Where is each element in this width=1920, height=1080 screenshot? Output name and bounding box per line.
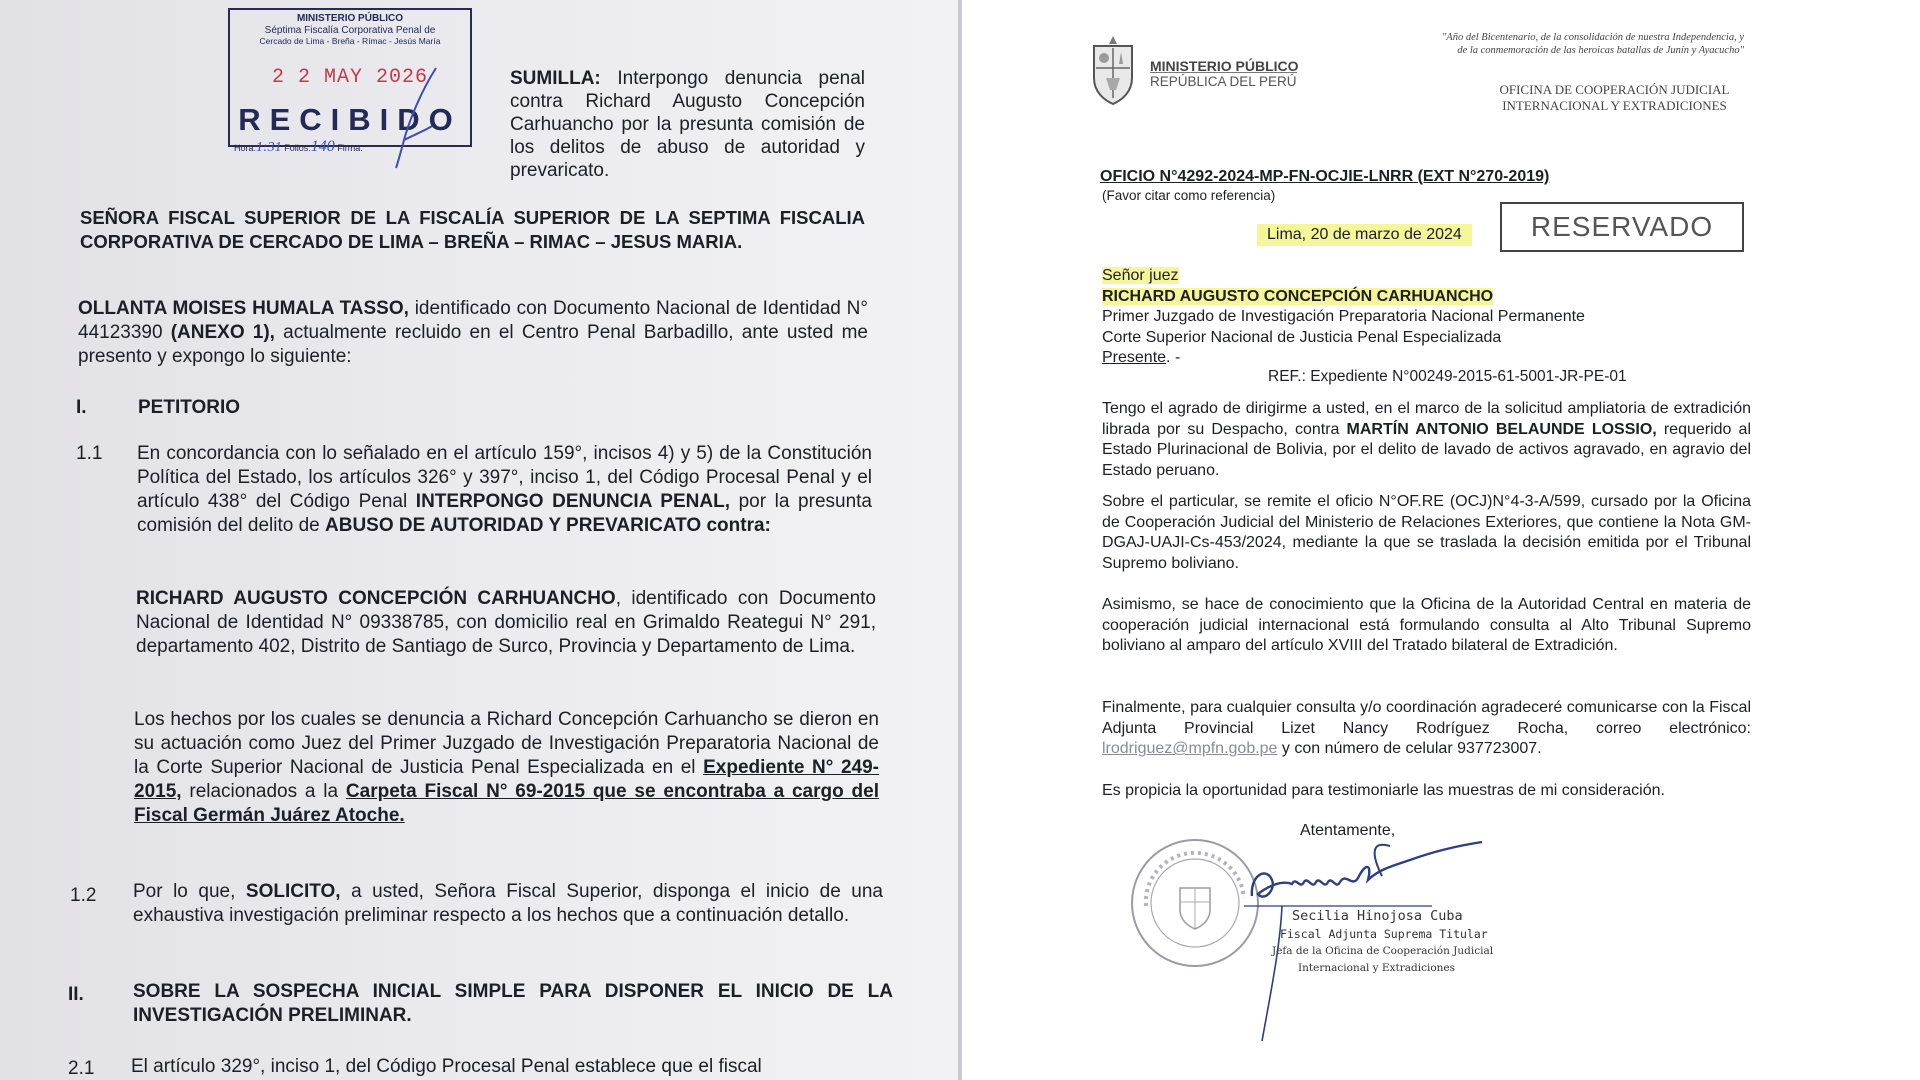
handwritten-signature bbox=[1242, 836, 1502, 1046]
reserved-stamp: RESERVADO bbox=[1500, 202, 1744, 252]
contact-email-link[interactable]: lrodriguez@mpfn.gob.pe bbox=[1102, 740, 1278, 757]
intro-paragraph: OLLANTA MOISES HUMALA TASSO, identificado con Documento Nacional de Identidad N° 44123390 (ANEXO 1), actualmente recluido en el Centro Penal Barbadillo, ante usted me presento y expongo lo siguiente: bbox=[78, 298, 868, 367]
salutation: Señor juez bbox=[1102, 267, 1179, 284]
para-2-1: El artículo 329°, inciso 1, del Código Procesal Penal establece que el fiscal bbox=[131, 1056, 762, 1077]
signer-title-1: Fiscal Adjunta Suprema Titular bbox=[1280, 927, 1488, 941]
received-stamp bbox=[228, 8, 472, 155]
letter-paragraph-5: Es propicia la oportunidad para testimoniarle las muestras de mi consideración. bbox=[1102, 782, 1665, 799]
para-1-2-number: 1.2 bbox=[70, 885, 97, 906]
para-1-2: Por lo que, SOLICITO, a usted, Señora Fiscal Superior, disponga el inicio de una exhaustiva investigación preliminar respecto a los hechos que a continuación detallo. bbox=[133, 881, 884, 926]
year-motto: "Año del Bicentenario, de la consolidación de nuestra Independencia, y de la conmemoración de las heroicas batallas de Junín y Ayacucho" bbox=[1441, 32, 1744, 56]
judge-name: RICHARD AUGUSTO CONCEPCIÓN CARHUANCHO bbox=[1102, 287, 1494, 305]
stamp-date: 2 2 MAY 2026 bbox=[271, 66, 429, 89]
letter-paragraph-3: Asimismo, se hace de conocimiento que la Oficina de la Autoridad Central en materia de cooperación judicial internacional está formulando consulta al Alto Tribunal Supremo boliviano al amparo del artículo XVIII del Tratado bilateral de Extradición. bbox=[1102, 596, 1751, 654]
facts-paragraph: Los hechos por los cuales se denuncia a Richard Concepción Carhuancho se dieron en su actuación como Juez del Primer Juzgado de Investigación Preparatoria Nacional de la Corte Superior Nacional de Justicia Penal Especializada en el Expediente N° 249-2015, relacionados a la Carpeta Fiscal N° 69-2015 que se encontraba a cargo del Fiscal Germán Juárez Atoche. bbox=[134, 709, 879, 826]
stamp-title: RECIBIDO bbox=[238, 102, 462, 137]
addressee: SEÑORA FISCAL SUPERIOR DE LA FISCALÍA SUPERIOR DE LA SEPTIMA FISCALIA CORPORATIVA DE CERCADO DE LIMA – BREÑA – RIMAC – JESUS MARIA. bbox=[80, 207, 865, 252]
logo-line-2: REPÚBLICA DEL PERÚ bbox=[1150, 74, 1297, 89]
reference: REF.: Expediente N°00249-2015-61-5001-JR-PE-01 bbox=[1268, 368, 1627, 385]
stamp-line-3: Cercado de Lima - Breña - Rímac - Jesús María bbox=[259, 36, 441, 46]
oficio-number: OFICIO N°4292-2024-MP-FN-OCJIE-LNRR (EXT N°270-2019) bbox=[1100, 168, 1550, 185]
office-name: OFICINA DE COOPERACIÓN JUDICIAL INTERNACIONAL Y EXTRADICIONES bbox=[1499, 82, 1730, 113]
stamp-meta: Hora:1:31 Folios:140 Firma: bbox=[234, 138, 363, 155]
closing: Atentamente, bbox=[1300, 822, 1396, 839]
letter-paragraph-4: Finalmente, para cualquier consulta y/o coordinación agradeceré comunicarse con la Fiscal Adjunta Provincial Lizet Nancy Rodríguez Rocha, correo electrónico: lrodriguez@mpfn.gob.pe y con número de celular 937723007. bbox=[1102, 699, 1751, 757]
logo-line-1: MINISTERIO PÚBLICO bbox=[1150, 58, 1299, 74]
para-1-1: En concordancia con lo señalado en el artículo 159°, incisos 4) y 5) de la Constitución Política del Estado, los artículos 326° y 397°, inciso 1, del Código Procesal Penal y el artículo 438° del Código Penal INTERPONGO DENUNCIA PENAL, por la presunta comisión del delito de ABUSO DE AUTORIDAD Y PREVARICATO contra: bbox=[137, 443, 872, 536]
official-letter bbox=[962, 0, 1920, 1080]
accused-paragraph: RICHARD AUGUSTO CONCEPCIÓN CARHUANCHO, identificado con Documento Nacional de Identidad N° 09338785, con domicilio real en Grimaldo Reategui N° 291, departamento 402, Distrito de Santiago de Surco, Provincia y Departamento de Lima. bbox=[136, 588, 876, 657]
sumilla: SUMILLA: Interpongo denuncia penal contra Richard Augusto Concepción Carhuancho por la presunta comisión de los delitos de abuso de autoridad y prevaricato. bbox=[510, 68, 865, 181]
section-2-title: SOBRE LA SOSPECHA INICIAL SIMPLE PARA DISPONER EL INICIO DE LA INVESTIGACIÓN PRELIMINAR. bbox=[133, 981, 893, 1026]
judge-role-1: Primer Juzgado de Investigación Preparatoria Nacional Permanente bbox=[1102, 308, 1585, 325]
stamp-line-2: Séptima Fiscalía Corporativa Penal de bbox=[264, 25, 436, 36]
stamp-signature bbox=[370, 60, 450, 170]
cite-note: (Favor citar como referencia) bbox=[1102, 188, 1276, 203]
section-2-number: II. bbox=[68, 984, 84, 1005]
signer-name: Secilia Hinojosa Cuba bbox=[1292, 908, 1463, 924]
signer-title-2: Jefa de la Oficina de Cooperación Judicial bbox=[1272, 945, 1494, 957]
stamp-line-1: MINISTERIO PÚBLICO bbox=[296, 13, 404, 24]
judge-role-2: Corte Superior Nacional de Justicia Penal Especializada bbox=[1102, 328, 1502, 346]
coat-of-arms-icon bbox=[1088, 32, 1138, 106]
recipient-block: Señor juez RICHARD AUGUSTO CONCEPCIÓN CARHUANCHO Primer Juzgado de Investigación Preparatoria Nacional Permanente Corte Superior Nacional de Justicia Penal Especializada Presente. - bbox=[1102, 267, 1585, 366]
letter-paragraph-2: Sobre el particular, se remite el oficio N°OF.RE (OCJ)N°4-3-A/599, cursado por la Oficina de Cooperación Judicial del Ministerio de Relaciones Exteriores, que contiene la Nota GM-DGAJ-UAJI-Cs-453/2024, mediante la que se traslada la decisión emitida por el Tribunal Supremo boliviano. bbox=[1102, 493, 1751, 572]
presente: Presente bbox=[1102, 349, 1167, 366]
letter-paragraph-1: Tengo el agrado de dirigirme a usted, en el marco de la solicitud ampliatoria de extradición librada por su Despacho, contra MARTÍN ANTONIO BELAUNDE LOSSIO, requerido al Estado Plurinacional de Bolivia, por el delito de lavado de activos agravado, en agravio del Estado peruano. bbox=[1102, 400, 1751, 479]
signer-title-3: Internacional y Extradiciones bbox=[1298, 962, 1456, 974]
letter-date: Lima, 20 de marzo de 2024 bbox=[1257, 224, 1472, 246]
section-1-title: PETITORIO bbox=[138, 397, 241, 418]
para-2-1-number: 2.1 bbox=[68, 1058, 95, 1079]
para-1-1-number: 1.1 bbox=[76, 443, 103, 464]
section-1-number: I. bbox=[76, 397, 87, 418]
